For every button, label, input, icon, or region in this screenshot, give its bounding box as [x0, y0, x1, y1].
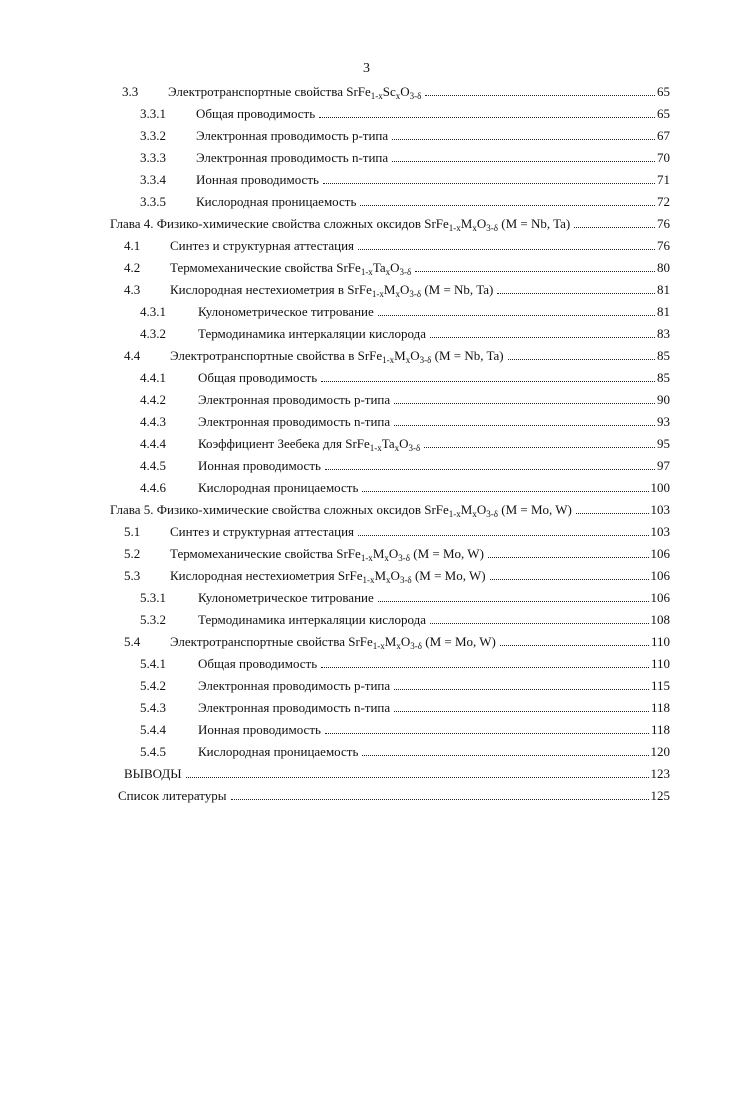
toc-page: 71 [657, 172, 670, 187]
toc-label: Электронная проводимость p-типа [196, 128, 389, 143]
toc-leader [394, 391, 655, 404]
toc-label: Глава 5. Физико-химические свойства сложных оксидов $SrFe_{1-x}M_xO_{3-\delta}$ (M = Mo, W) [110, 502, 572, 519]
toc-number: 5.4.1 [140, 656, 166, 671]
toc-page: 115 [650, 678, 670, 693]
toc-leader [508, 347, 655, 360]
toc-page: 65 [657, 84, 670, 99]
toc-page: 110 [650, 656, 670, 671]
toc-number: 5.4 [124, 634, 141, 649]
toc-row [0, 544, 733, 564]
toc-page: 118 [650, 722, 670, 737]
toc-leader [488, 545, 649, 558]
toc-number: 3.3.4 [140, 172, 166, 187]
toc-page: 80 [657, 260, 670, 275]
toc-number: 5.4.5 [140, 744, 166, 759]
toc-page: 118 [650, 700, 670, 715]
toc-leader [430, 325, 655, 338]
toc-number: 4.1 [124, 238, 141, 253]
toc-row [0, 148, 733, 168]
toc-number: 3.3 [122, 84, 139, 99]
toc-number: 5.4.2 [140, 678, 166, 693]
toc-page: 81 [657, 282, 670, 297]
toc-row [0, 170, 733, 190]
toc-label: Общая проводимость [198, 370, 318, 385]
toc-row [0, 236, 733, 256]
toc-label: Синтез и структурная аттестация [170, 238, 354, 253]
toc-page: 67 [657, 128, 670, 143]
toc-page: 103 [650, 502, 670, 517]
toc-leader [319, 105, 655, 118]
toc-leader [362, 743, 648, 756]
toc-label: Кислородная нестехиометрия в $SrFe_{1-x}M_xO_{3-\delta}$ (M = Nb, Ta) [170, 282, 494, 299]
toc-leader [500, 633, 649, 646]
toc-label: Общая проводимость [196, 106, 316, 121]
toc-leader [362, 479, 648, 492]
toc-number: 5.4.3 [140, 700, 166, 715]
toc-page: 108 [650, 612, 670, 627]
toc-row [0, 324, 733, 344]
toc-label: Общая проводимость [198, 656, 318, 671]
toc-page: 106 [650, 546, 670, 561]
toc-leader [325, 457, 655, 470]
toc-row [0, 588, 733, 608]
toc-label: Кислородная нестехиометрия $SrFe_{1-x}M_xO_{3-\delta}$ (M = Mo, W) [170, 568, 486, 585]
toc-page: 110 [650, 634, 670, 649]
toc-row [0, 522, 733, 542]
toc-row [0, 610, 733, 630]
toc-label: ВЫВОДЫ [124, 766, 182, 781]
toc-page: 97 [657, 458, 670, 473]
toc-row [0, 302, 733, 322]
toc-page: 93 [657, 414, 670, 429]
toc-leader [392, 149, 655, 162]
toc-leader [425, 83, 655, 96]
toc-label: Электронная проводимость n-типа [198, 414, 391, 429]
toc-leader [430, 611, 649, 624]
toc-number: 5.1 [124, 524, 141, 539]
toc-leader [321, 369, 655, 382]
toc-number: 4.4.3 [140, 414, 166, 429]
toc-page: 81 [657, 304, 670, 319]
toc-leader [358, 237, 655, 250]
toc-page: 106 [650, 590, 670, 605]
toc-page: 76 [657, 216, 670, 231]
toc-label: Ионная проводимость [198, 722, 321, 737]
toc-page: 106 [650, 568, 670, 583]
toc-label: Термомеханические свойства $SrFe_{1-x}M_xO_{3-\delta}$ (M = Mo, W) [170, 546, 484, 563]
toc-label: Кислородная проницаемость [198, 744, 359, 759]
toc-leader [378, 589, 649, 602]
toc-leader [497, 281, 655, 294]
toc-page: 120 [650, 744, 670, 759]
toc-number: 3.3.2 [140, 128, 166, 143]
toc-leader [394, 699, 649, 712]
toc-leader [358, 523, 649, 536]
toc-label: Электронная проводимость n-типа [196, 150, 389, 165]
toc-number: 4.3.2 [140, 326, 166, 341]
toc-row [0, 280, 733, 300]
toc-number: 5.3 [124, 568, 141, 583]
toc-label: Кулонометрическое титрование [198, 304, 374, 319]
toc-row [0, 412, 733, 432]
toc-page: 70 [657, 150, 670, 165]
toc-leader [574, 215, 655, 228]
toc-row [0, 632, 733, 652]
toc-page: 125 [650, 788, 670, 803]
toc-number: 4.4 [124, 348, 141, 363]
toc-page: 123 [650, 766, 670, 781]
toc-label: Ионная проводимость [198, 458, 321, 473]
toc-page: 83 [657, 326, 670, 341]
toc-row [0, 104, 733, 124]
toc-number: 3.3.1 [140, 106, 166, 121]
toc-label: Электротранспортные свойства $SrFe_{1-x}M_xO_{3-\delta}$ (M = Mo, W) [170, 634, 496, 651]
toc-row [0, 258, 733, 278]
toc-number: 4.4.6 [140, 480, 166, 495]
toc-row [0, 764, 733, 784]
toc-number: 5.3.1 [140, 590, 166, 605]
toc-row [0, 214, 733, 234]
toc-page: 100 [650, 480, 670, 495]
toc-number: 5.2 [124, 546, 141, 561]
toc-page: 90 [657, 392, 670, 407]
toc-number: 4.4.5 [140, 458, 166, 473]
toc-page: 85 [657, 370, 670, 385]
toc-page: 72 [657, 194, 670, 209]
toc-number: 4.2 [124, 260, 141, 275]
toc-page: 103 [650, 524, 670, 539]
toc-row [0, 456, 733, 476]
toc-page: 95 [657, 436, 670, 451]
toc-row [0, 82, 733, 102]
toc-leader [394, 413, 655, 426]
toc-number: 4.4.4 [140, 436, 166, 451]
toc-label: Кислородная проницаемость [198, 480, 359, 495]
toc-label: Термомеханические свойства $SrFe_{1-x}Ta_xO_{3-\delta}$ [170, 260, 412, 277]
toc-label: Синтез и структурная аттестация [170, 524, 354, 539]
toc-label: Электронная проводимость n-типа [198, 700, 391, 715]
toc-number: 5.4.4 [140, 722, 166, 737]
toc-leader [576, 501, 649, 514]
toc-row [0, 126, 733, 146]
toc-row [0, 500, 733, 520]
toc-leader [392, 127, 655, 140]
toc-number: 4.3.1 [140, 304, 166, 319]
toc-number: 3.3.5 [140, 194, 166, 209]
toc-row [0, 698, 733, 718]
toc-label: Термодинамика интеркаляции кислорода [198, 326, 426, 341]
toc-leader [394, 677, 649, 690]
toc-label: Электротранспортные свойства в $SrFe_{1-x}M_xO_{3-\delta}$ (M = Nb, Ta) [170, 348, 504, 365]
toc-row [0, 676, 733, 696]
toc-page: 85 [657, 348, 670, 363]
toc-label: Электротранспортные свойства $SrFe_{1-x}Sc_xO_{3-\delta}$ [168, 84, 422, 101]
toc-row [0, 566, 733, 586]
toc-row [0, 434, 733, 454]
toc-number: 4.3 [124, 282, 141, 297]
toc-number: 3.3.3 [140, 150, 166, 165]
toc-number: 4.4.2 [140, 392, 166, 407]
toc-number: 5.3.2 [140, 612, 166, 627]
toc-label: Кулонометрическое титрование [198, 590, 374, 605]
toc-row [0, 478, 733, 498]
toc-leader [424, 435, 655, 448]
toc-leader [378, 303, 655, 316]
toc-label: Коэффициент Зеебека для $SrFe_{1-x}Ta_xO_{3-\delta}$ [198, 436, 421, 453]
toc-row [0, 346, 733, 366]
toc-row [0, 390, 733, 410]
toc-page: 65 [657, 106, 670, 121]
toc-leader [321, 655, 649, 668]
toc-label: Глава 4. Физико-химические свойства сложных оксидов $SrFe_{1-x}M_xO_{3-\delta}$ (M = Nb, Ta) [110, 216, 571, 233]
toc-label: Кислородная проницаемость [196, 194, 357, 209]
toc-label: Термодинамика интеркаляции кислорода [198, 612, 426, 627]
toc-label: Электронная проводимость p-типа [198, 392, 391, 407]
toc-row [0, 742, 733, 762]
toc-page: 76 [657, 238, 670, 253]
toc-label: Ионная проводимость [196, 172, 319, 187]
toc-leader [490, 567, 649, 580]
toc-leader [325, 721, 649, 734]
toc-number: 4.4.1 [140, 370, 166, 385]
toc-row [0, 192, 733, 212]
page-number: 3 [363, 61, 370, 76]
toc-label: Электронная проводимость p-типа [198, 678, 391, 693]
toc-leader [323, 171, 655, 184]
toc-row [0, 654, 733, 674]
toc-leader [415, 259, 655, 272]
toc-leader [186, 765, 649, 778]
toc-row [0, 786, 733, 806]
toc-label: Список литературы [118, 788, 227, 803]
toc-row [0, 368, 733, 388]
toc-row [0, 720, 733, 740]
toc-leader [231, 787, 649, 800]
toc-leader [360, 193, 655, 206]
